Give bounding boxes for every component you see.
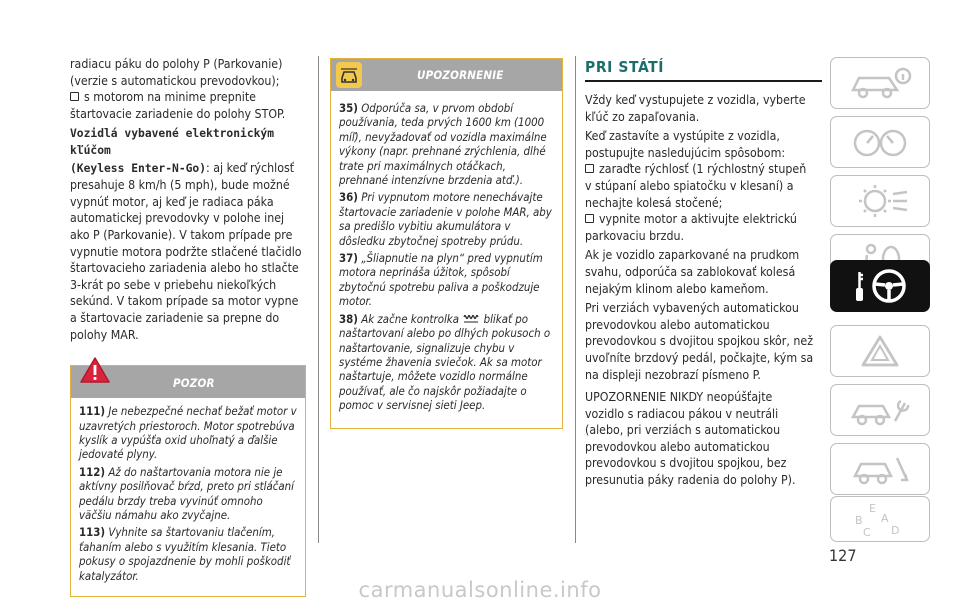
section-title: PRI STÁTÍ bbox=[585, 58, 665, 76]
text-line: UPOZORNENIE NIKDY neopúšťajte bbox=[585, 390, 773, 405]
bullet-item: zaraďte rýchlosť (1 rýchlostný stupeň bbox=[585, 161, 822, 178]
text-line: a štartovacie zariadenie sa prepne do bbox=[70, 310, 280, 325]
text-line: (alebo, pri verziách s automatickou bbox=[585, 423, 781, 438]
text-line: Pri verziách vybavených automatickou bbox=[585, 301, 799, 316]
sidebar-tab-index[interactable] bbox=[830, 496, 930, 542]
column-3 bbox=[585, 58, 822, 489]
lights-icon bbox=[845, 182, 915, 220]
text-line: (verzie s automatickou prevodovkou); bbox=[70, 73, 280, 88]
text-line: 3-krát po sebe v priebehu niekoľkých bbox=[70, 277, 277, 292]
text-line: ako P (Parkovanie). V takom prípade pre bbox=[70, 227, 293, 242]
index-icon bbox=[843, 498, 917, 540]
text-line: vozidlo s radiacou pákou v neutráli bbox=[585, 406, 779, 421]
wrench-car-icon bbox=[845, 391, 915, 429]
keyless-title: Vozidlá vybavené elektronickým kľúčom bbox=[70, 127, 275, 157]
sidebar-tab-lights[interactable] bbox=[830, 175, 930, 227]
pozor-item: 113) Vyhnite sa štartovaniu tlačením, ťahaním alebo s využitím klesania. Tieto pokusy o spojazdnenie by mohli poškodiť katalyzátor. bbox=[79, 525, 291, 583]
page-number: 127 bbox=[829, 546, 857, 565]
text-line: svahu, odporúča sa zablokovať kolesá bbox=[585, 264, 796, 279]
danger-triangle-icon bbox=[79, 356, 111, 384]
triangle-warning-icon bbox=[845, 332, 915, 370]
bullet-square-icon bbox=[585, 164, 594, 173]
watermark: carmanualsonline.info bbox=[358, 578, 602, 602]
glow-plug-icon bbox=[462, 314, 480, 323]
text-line: vypnúť motor, aj keď je radiaca páka bbox=[70, 194, 274, 209]
pozor-item: 111) Je nebezpečné nechať bežať motor v uzavretých priestoroch. Motor spotrebúva kyslík a vypúšťa oxid uhoľnatý a ďalšie jedovaté plyny. bbox=[79, 404, 297, 462]
sidebar-tab-maintenance[interactable] bbox=[830, 384, 930, 436]
column-divider bbox=[575, 56, 576, 543]
column-divider bbox=[318, 56, 319, 543]
text-line: sekúnd. V takom prípade sa motor vypne bbox=[70, 294, 299, 309]
bullet-square-icon bbox=[585, 214, 594, 223]
upozornenie-item: 35) Odporúča sa, v prvom období používania, teda prvých 1600 km (1000 míľ), nevyžadovať od vozidla maximálne výkony (napr. prehnané zrýchlenia, dlhé trate pri maximálnych otáčkach, prehnané intenzívne brzdenia atď.). bbox=[339, 101, 547, 188]
upozornenie-item: 36) Pri vypnutom motore nenechávajte štartovacie zariadenie v polohe MAR, aby sa predišlo vybitiu akumulátora v dôsledku zbytočnej spotreby prúdu. bbox=[339, 190, 552, 248]
dashboard-icon bbox=[845, 123, 915, 161]
index-letter: B bbox=[855, 514, 863, 527]
title-rule bbox=[585, 80, 822, 82]
text-line: kľúč zo zapaľovania. bbox=[585, 109, 700, 124]
sidebar-tab-starting-driving[interactable] bbox=[830, 260, 930, 312]
text-line: automatickej prevodovky v polohe inej bbox=[70, 211, 285, 226]
text-line: na displeji nezobrazí písmeno P. bbox=[585, 367, 761, 382]
text-line: prevodovkou alebo automatickou bbox=[585, 439, 770, 454]
pozor-header bbox=[71, 366, 305, 398]
sidebar-tab-emergency[interactable] bbox=[830, 325, 930, 377]
car-info-icon bbox=[845, 64, 915, 102]
text-line: Keď zastavíte a vystúpite z vozidla, bbox=[585, 129, 780, 144]
bullet-item: vypnite motor a aktivujte elektrickú bbox=[585, 211, 822, 228]
text-line: prevodovkou s dvojitou spojkou skôr, než bbox=[585, 334, 813, 349]
text-line: Ak je vozidlo zaparkované na prudkom bbox=[585, 248, 800, 263]
text-line: uvoľníte brzdový pedál, počkajte, kým sa bbox=[585, 350, 814, 365]
text-line: štartovacieho zariadenia alebo ho stlačte bbox=[70, 261, 299, 276]
text-line: presahuje 8 km/h (5 mph), bude možné bbox=[70, 178, 290, 193]
text-line: vypnutie motora podržte stlačené tlačidlo bbox=[70, 244, 302, 259]
pozor-body bbox=[71, 398, 305, 596]
text-line: parkovaciu brzdu. bbox=[585, 228, 685, 243]
text-line: nejakým klinom alebo kameňom. bbox=[585, 281, 769, 296]
pozor-item: 112) Až do naštartovania motora nie je aktívny posilňovač bŕzd, preto pri stláčaní pedálu brzdy treba vyvinúť omnoho väčšiu námahu ako zvyčajne. bbox=[79, 464, 294, 522]
pozor-label: POZOR bbox=[173, 376, 215, 391]
sidebar-tab-technical-data[interactable] bbox=[830, 443, 930, 495]
tech-data-icon bbox=[845, 450, 915, 488]
upozornenie-body bbox=[331, 91, 562, 428]
text-line: nechajte kolesá stočené; bbox=[585, 195, 723, 210]
bullet-item: s motorom na minime prepnite bbox=[70, 89, 306, 106]
text-line: štartovacie zariadenie do polohy STOP. bbox=[70, 106, 286, 121]
index-letter: C bbox=[863, 526, 871, 539]
text-line: v stúpaní alebo spiatočku v klesaní) a bbox=[585, 178, 794, 193]
key-steering-icon bbox=[845, 266, 915, 306]
column-2 bbox=[330, 58, 563, 429]
index-letter: E bbox=[869, 502, 876, 515]
car-warning-icon bbox=[335, 61, 363, 89]
text-line: presunutia páky radenia do polohy P). bbox=[585, 473, 796, 488]
upozornenie-header bbox=[331, 59, 562, 91]
keyless-paragraph: (Keyless Enter-N-Go): aj keď rýchlosť bbox=[70, 160, 295, 175]
text-line: Vždy keď vystupujete z vozidla, vyberte bbox=[585, 93, 806, 107]
text-line: prevodovkou alebo automatickou bbox=[585, 317, 770, 332]
upozornenie-item: 38) Ak začne kontrolka blikať po naštartovaní alebo po dlhých pokusoch o naštartovanie, signalizuje chybu v systéme žhavenia sviečok. Ak sa motor naštartuje, môžete vozidlo normálne používať, ale čo najskôr požiadajte o pomoc v servisnej sieti Jeep. bbox=[339, 311, 551, 413]
sidebar-tab-car-info[interactable] bbox=[830, 57, 930, 109]
index-letter: A bbox=[881, 512, 889, 525]
upozornenie-box bbox=[330, 58, 563, 429]
bullet-square-icon bbox=[70, 92, 79, 101]
text-line: postupujte nasledujúcim spôsobom: bbox=[585, 145, 786, 160]
upozornenie-label: UPOZORNENIE bbox=[417, 68, 504, 82]
pozor-warning-box bbox=[70, 365, 306, 597]
column-1 bbox=[70, 56, 306, 597]
index-letter: D bbox=[891, 524, 900, 537]
text-line: polohy MAR. bbox=[70, 327, 139, 342]
sidebar-tab-dashboard[interactable] bbox=[830, 116, 930, 168]
text-line: prevodovkou s dvojitou spojkou, bez bbox=[585, 456, 787, 471]
upozornenie-item: 37) „Šliapnutie na plyn“ pred vypnutím motora neprináša úžitok, spôsobí zbytočnú spotrebu paliva a poškodzuje motor. bbox=[339, 251, 543, 309]
text-line: radiacu páku do polohy P (Parkovanie) bbox=[70, 57, 283, 71]
